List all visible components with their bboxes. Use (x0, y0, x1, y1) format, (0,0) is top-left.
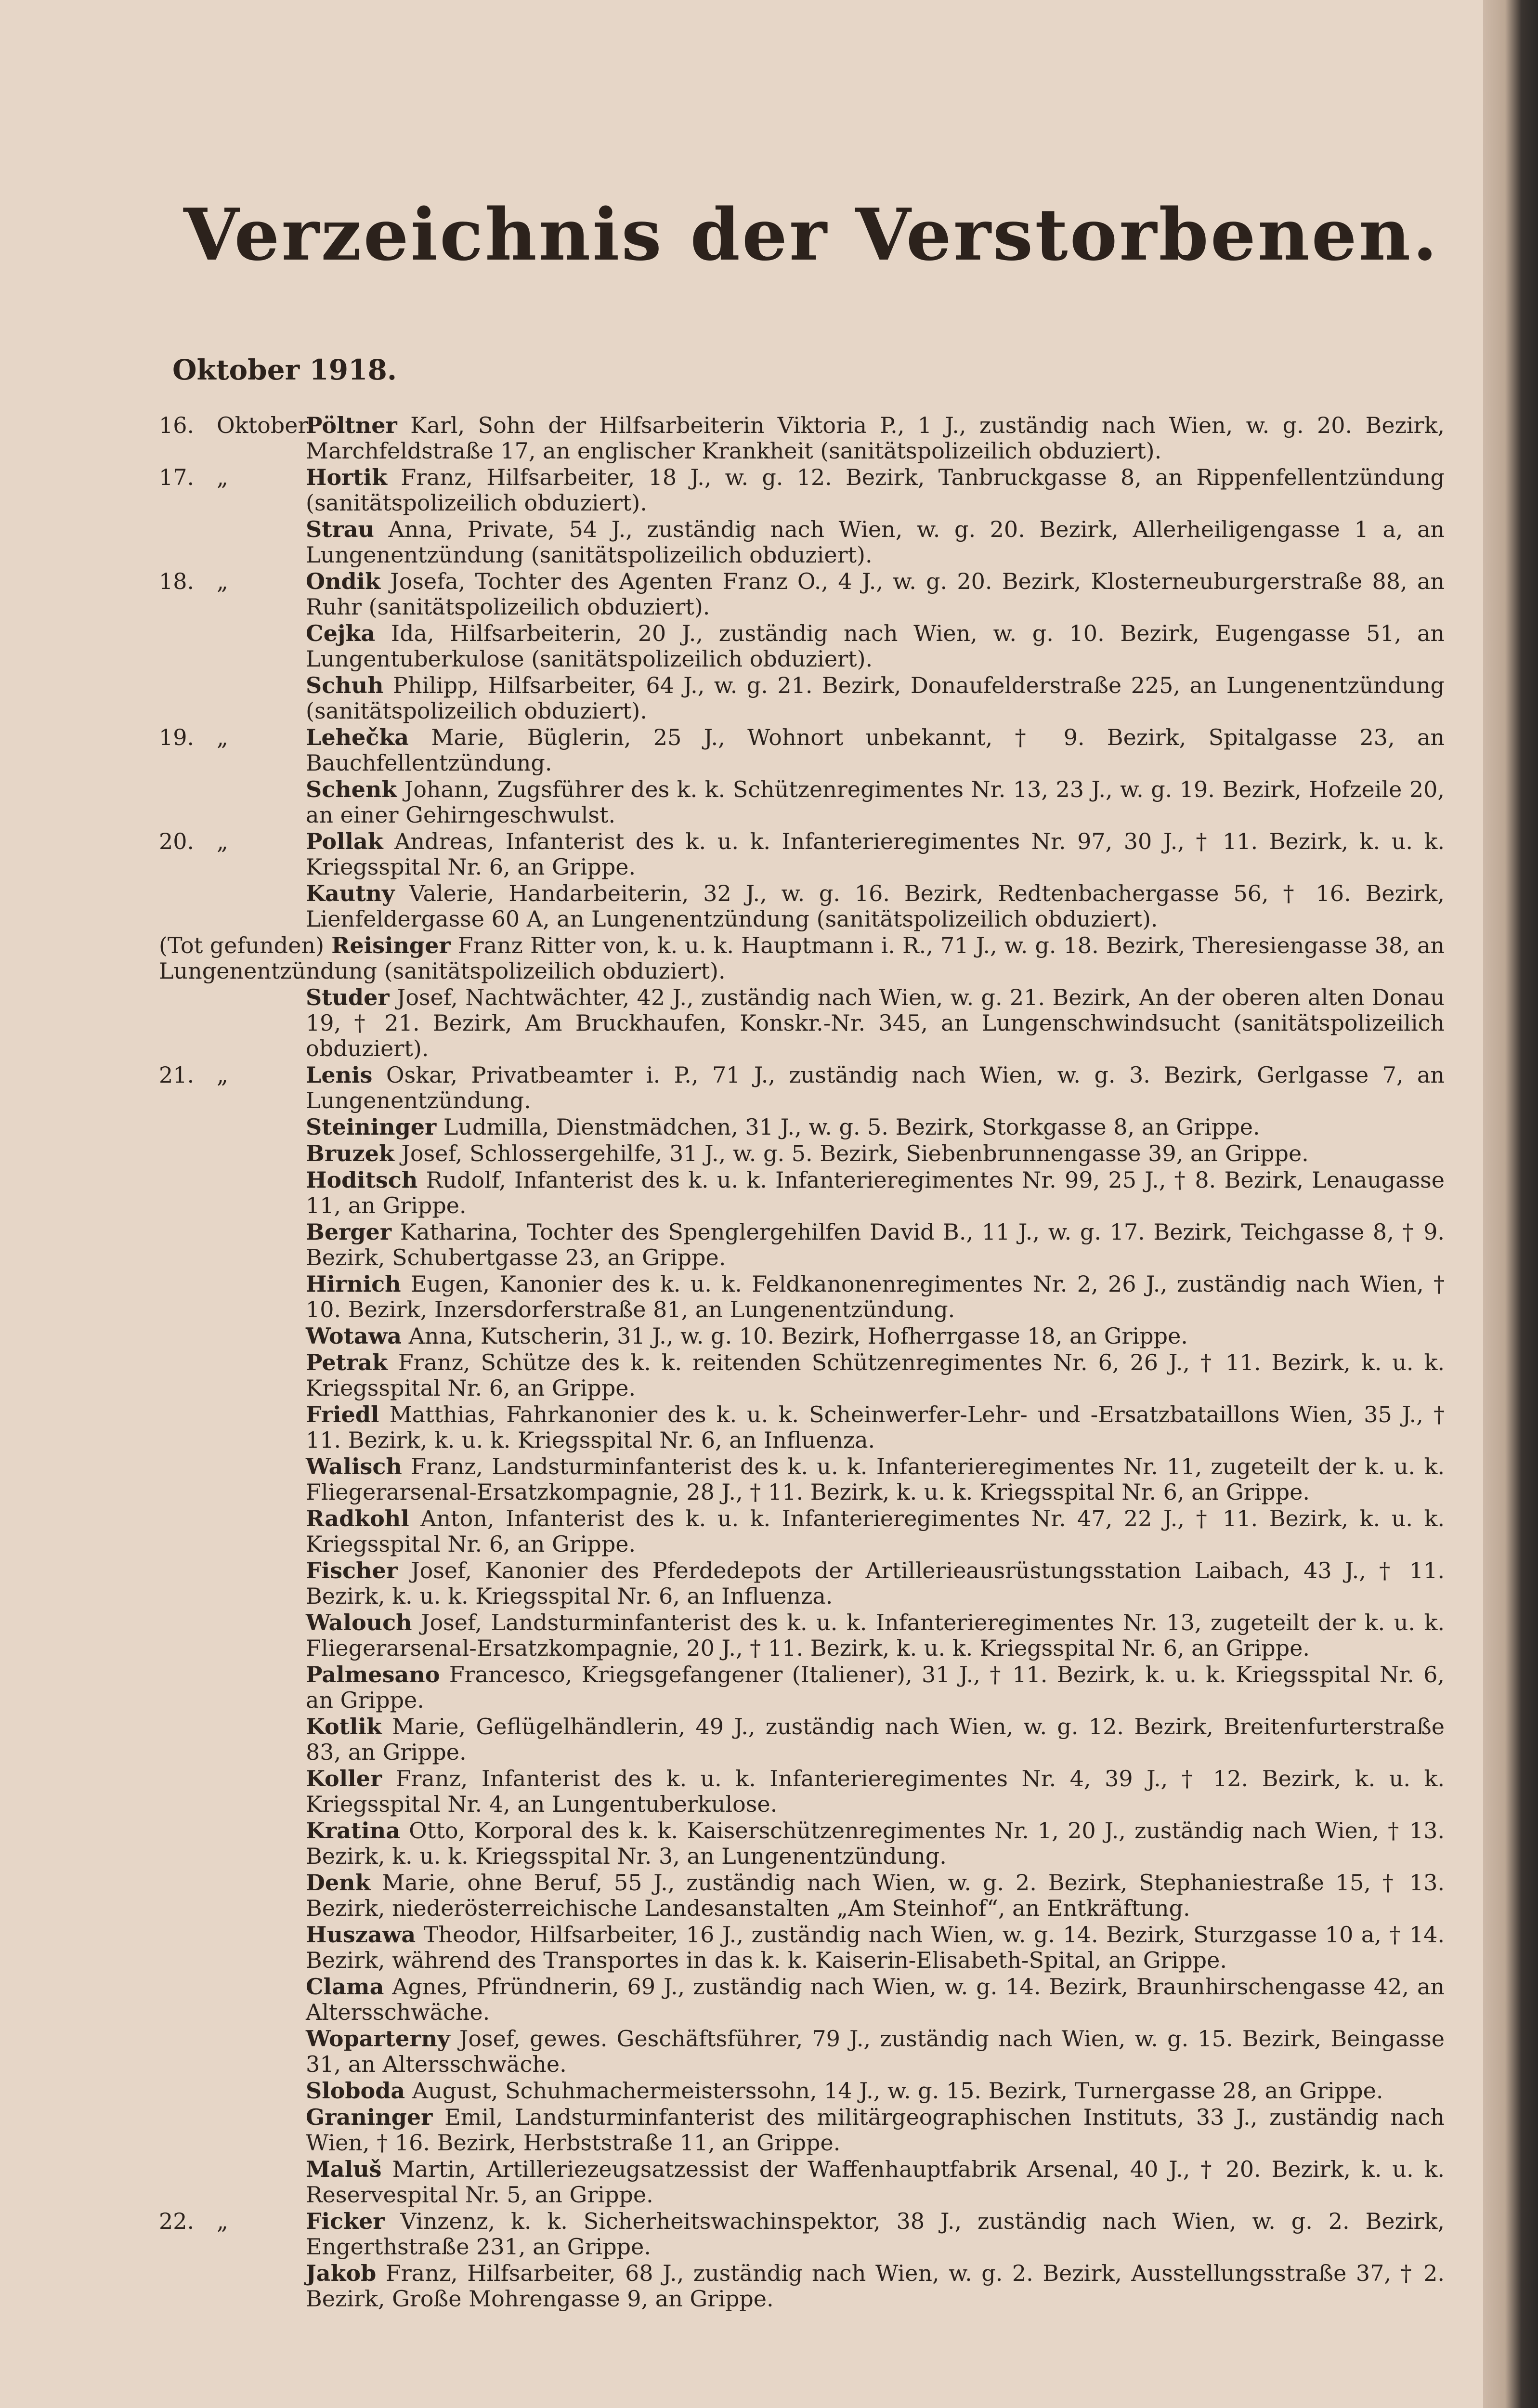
entry-name: Schenk (306, 776, 397, 802)
entry-name: Jakob (306, 2260, 377, 2286)
entry-month: „ (217, 2208, 228, 2234)
entry-month: Oktober (217, 412, 309, 438)
entry-date (159, 1974, 303, 2000)
entry-month: „ (217, 828, 228, 854)
entry-text: Rudolf, Infanterist des k. u. k. Infanterieregimentes Nr. 99, 25 J., † 8. Bezirk, Lenaugasse 11, an Grippe. (306, 1167, 1445, 1218)
entry-text: Anna, Private, 54 J., zuständig nach Wien, w. g. 20. Bezirk, Allerheiligengasse 1 a, an Lungenentzündung (sanitätspolizeilich obduziert). (306, 516, 1445, 568)
entry-text: Josef, gewes. Geschäftsführer, 79 J., zuständig nach Wien, w. g. 15. Bezirk, Beingasse 31, an Altersschwäche. (306, 2026, 1445, 2077)
entry-date (159, 1402, 303, 1427)
entry-month: „ (217, 568, 228, 594)
entry-text: Marie, ohne Beruf, 55 J., zuständig nach Wien, w. g. 2. Bezirk, Stephaniestraße 15, † 13. Bezirk, niederösterreichische Landesanstalten „Am Steinhof“, an Entkräftung. (306, 1870, 1445, 1921)
entry-text: Josef, Schlossergehilfe, 31 J., w. g. 5. Bezirk, Siebenbrunnengasse 39, an Grippe. (401, 1140, 1309, 1166)
entry-date (159, 569, 303, 594)
entry-name: Huszawa (306, 1922, 416, 1948)
entry-text: August, Schuhmachermeisterssohn, 14 J., w. g. 15. Bezirk, Turnergasse 28, an Grippe. (412, 2078, 1383, 2104)
entry-date (159, 881, 303, 906)
list-item (159, 1141, 1445, 1166)
entry-date (159, 1167, 303, 1193)
list-item (159, 1766, 1445, 1817)
list-item (159, 1922, 1445, 1973)
list-item (159, 413, 1445, 464)
entry-date (159, 985, 303, 1010)
entry-date (159, 1062, 303, 1088)
entry-name: Bruzek (306, 1140, 394, 1166)
entry-text: Francesco, Kriegsgefangener (Italiener), 31 J., † 11. Bezirk, k. u. k. Kriegsspital Nr. 6, an Grippe. (306, 1662, 1445, 1713)
entry-date (159, 621, 303, 646)
entry-text: Agnes, Pfründnerin, 69 J., zuständig nach Wien, w. g. 14. Bezirk, Braunhirschengasse 42, an Altersschwäche. (306, 1974, 1445, 2025)
entry-name: Pöltner (306, 412, 397, 438)
list-item (159, 933, 1445, 984)
entry-name: Graninger (306, 2104, 433, 2130)
list-item (159, 673, 1445, 724)
list-item (159, 1610, 1445, 1661)
entry-date (159, 517, 303, 542)
entry-date (159, 777, 303, 802)
entry-name: Palmesano (306, 1662, 440, 1688)
list-item (159, 1506, 1445, 1557)
list-item (159, 1558, 1445, 1609)
entry-text: Josefa, Tochter des Agenten Franz O., 4 J., w. g. 20. Bezirk, Klosterneuburgerstraße 88, an Ruhr (sanitätspolizeilich obduziert). (306, 568, 1445, 620)
entry-name: Fischer (306, 1557, 398, 1584)
list-item (159, 1114, 1445, 1140)
entry-name: Strau (306, 516, 374, 542)
entry-text: Franz, Hilfsarbeiter, 18 J., w. g. 12. Bezirk, Tanbruckgasse 8, an Rippenfellentzündung (sanitätspolizeilich obduziert). (306, 464, 1445, 516)
entry-date (159, 2261, 303, 2286)
entry-text: Theodor, Hilfsarbeiter, 16 J., zuständig nach Wien, w. g. 14. Bezirk, Sturzgasse 10 a, † 14. Bezirk, während des Transportes in das k. k. Kaiserin-Elisabeth-Spital, an Grippe. (306, 1922, 1445, 1973)
entry-note: (Tot gefunden) (159, 932, 325, 958)
entry-text: Katharina, Tochter des Spenglergehilfen David B., 11 J., w. g. 17. Bezirk, Teichgasse 8, † 9. Bezirk, Schubertgasse 23, an Grippe. (306, 1219, 1445, 1270)
page-edge (1483, 0, 1538, 2408)
entry-name: Hortik (306, 464, 387, 490)
entry-text: Martin, Artilleriezeugsatzessist der Waffenhauptfabrik Arsenal, 40 J., † 20. Bezirk, k. u. k. Reservespital Nr. 5, an Grippe. (306, 2156, 1445, 2208)
entry-text: Josef, Landsturminfanterist des k. u. k. Infanterieregimentes Nr. 13, zugeteilt der k. u. k. Fliegerarsenal-Ersatzkompagnie, 20 J., † 11. Bezirk, k. u. k. Kriegsspital Nr. 6, an Grippe. (306, 1610, 1445, 1661)
entry-day: 18. (159, 568, 195, 594)
entry-date (159, 465, 303, 490)
list-item (159, 1219, 1445, 1270)
entry-date (159, 1818, 303, 1844)
entry-date (159, 1219, 303, 1245)
entry-text: Matthias, Fahrkanonier des k. u. k. Scheinwerfer-Lehr- und -Ersatzbataillons Wien, 35 J., † 11. Bezirk, k. u. k. Kriegsspital Nr. 6, an Influenza. (306, 1401, 1445, 1453)
entry-date (159, 1271, 303, 1297)
entry-name: Ficker (306, 2208, 385, 2234)
entry-text: Anton, Infanterist des k. u. k. Infanterieregimentes Nr. 47, 22 J., † 11. Bezirk, k. u. k. Kriegsspital Nr. 6, an Grippe. (306, 1505, 1445, 1557)
entry-text: Vinzenz, k. k. Sicherheitswachinspektor, 38 J., zuständig nach Wien, w. g. 2. Bezirk, Engerthstraße 231, an Grippe. (306, 2208, 1445, 2260)
entry-name: Radkohl (306, 1505, 409, 1531)
entry-text: Franz, Hilfsarbeiter, 68 J., zuständig nach Wien, w. g. 2. Bezirk, Ausstellungsstraße 37, † 2. Bezirk, Große Mohrengasse 9, an Grippe. (306, 2260, 1445, 2312)
entry-month: „ (217, 724, 228, 750)
entry-name: Cejka (306, 620, 376, 646)
entry-text: Andreas, Infanterist des k. u. k. Infanterieregimentes Nr. 97, 30 J., † 11. Bezirk, k. u. k. Kriegsspital Nr. 6, an Grippe. (306, 828, 1445, 880)
entry-name: Walouch (306, 1610, 412, 1636)
entry-name: Wotawa (306, 1323, 402, 1349)
list-item (159, 2105, 1445, 2156)
list-item (159, 881, 1445, 932)
entry-date (159, 1870, 303, 1896)
entry-date (159, 725, 303, 750)
list-item (159, 1323, 1445, 1349)
entry-date (159, 1714, 303, 1740)
list-item (159, 1662, 1445, 1713)
entry-day: 16. (159, 412, 195, 438)
entry-text: Valerie, Handarbeiterin, 32 J., w. g. 16. Bezirk, Redtenbachergasse 56, † 16. Bezirk, Lienfeldergasse 60 A, an Lungenentzündung (sanitätspolizeilich obduziert). (306, 880, 1445, 932)
list-item (159, 517, 1445, 568)
list-item (159, 725, 1445, 776)
entry-name: Hirnich (306, 1271, 401, 1297)
entry-text: Josef, Nachtwächter, 42 J., zuständig nach Wien, w. g. 21. Bezirk, An der oberen alten Donau 19, † 21. Bezirk, Am Bruckhaufen, Konskr.-Nr. 345, an Lungenschwindsucht (sanitätspolizeilich obduziert). (306, 984, 1445, 1061)
entry-name: Maluš (306, 2156, 382, 2182)
list-item (159, 1167, 1445, 1218)
entry-date (159, 829, 303, 854)
entry-date (159, 1350, 303, 1375)
entry-name: Lenis (306, 1062, 373, 1088)
list-item (159, 2209, 1445, 2260)
entry-date (159, 2209, 303, 2234)
entry-day: 22. (159, 2208, 195, 2234)
list-item (159, 985, 1445, 1061)
list-item (159, 2157, 1445, 2208)
entry-name: Schuh (306, 672, 384, 698)
list-item (159, 1350, 1445, 1401)
entry-text: Johann, Zugsführer des k. k. Schützenregimentes Nr. 13, 23 J., w. g. 19. Bezirk, Hofzeile 20, an einer Gehirngeschwulst. (306, 776, 1445, 828)
entry-name: Pollak (306, 828, 383, 854)
entry-name: Koller (306, 1766, 382, 1792)
entry-name: Studer (306, 984, 390, 1010)
entry-text: Marie, Geflügelhändlerin, 49 J., zuständig nach Wien, w. g. 12. Bezirk, Breitenfurterstraße 83, an Grippe. (306, 1714, 1445, 1765)
entry-date (159, 1922, 303, 1948)
entry-date (159, 1454, 303, 1479)
entry-name: Kautny (306, 880, 395, 906)
entry-name: Sloboda (306, 2078, 405, 2104)
entry-text: Oskar, Privatbeamter i. P., 71 J., zuständig nach Wien, w. g. 3. Bezirk, Gerlgasse 7, an Lungenentzündung. (306, 1062, 1445, 1113)
list-item (159, 1402, 1445, 1453)
entry-text: Franz, Schütze des k. k. reitenden Schützenregimentes Nr. 6, 26 J., † 11. Bezirk, k. u. k. Kriegsspital Nr. 6, an Grippe. (306, 1349, 1445, 1401)
entry-name: Denk (306, 1870, 371, 1896)
entry-name: Walisch (306, 1453, 402, 1479)
entry-date (159, 2026, 303, 2052)
entry-text: Franz, Infanterist des k. u. k. Infanterieregimentes Nr. 4, 39 J., † 12. Bezirk, k. u. k. Kriegsspital Nr. 4, an Lungentuberkulose. (306, 1766, 1445, 1817)
list-item (159, 2026, 1445, 2077)
list-item (159, 1870, 1445, 1921)
entry-name: Kratina (306, 1818, 400, 1844)
entry-date (159, 2105, 303, 2130)
entry-text: Karl, Sohn der Hilfsarbeiterin Viktoria P., 1 J., zuständig nach Wien, w. g. 20. Bezirk, Marchfeldstraße 17, an englischer Krankheit (sanitätspolizeilich obduziert). (306, 412, 1445, 464)
entry-date (159, 1610, 303, 1636)
entry-day: 20. (159, 828, 195, 854)
entry-text: Eugen, Kanonier des k. u. k. Feldkanonenregimentes Nr. 2, 26 J., zuständig nach Wien, † 10. Bezirk, Inzersdorferstraße 81, an Lungenentzündung. (306, 1271, 1445, 1322)
list-item (159, 829, 1445, 880)
entry-name: Steininger (306, 1114, 437, 1140)
entry-name: Lehečka (306, 724, 409, 750)
entry-date (159, 1506, 303, 1531)
entry-text: Marie, Büglerin, 25 J., Wohnort unbekannt, † 9. Bezirk, Spitalgasse 23, an Bauchfellentzündung. (306, 724, 1445, 776)
entry-name: Clama (306, 1974, 384, 2000)
entry-day: 21. (159, 1062, 195, 1088)
entry-date (159, 1662, 303, 1688)
entry-date (159, 1114, 303, 1140)
entry-date (159, 1766, 303, 1792)
list-item (159, 777, 1445, 828)
entry-date (159, 1141, 303, 1166)
entry-date (159, 2078, 303, 2104)
list-item (159, 1818, 1445, 1869)
entry-text: Anna, Kutscherin, 31 J., w. g. 10. Bezirk, Hofherrgasse 18, an Grippe. (408, 1323, 1188, 1349)
entry-text: Franz, Landsturminfanterist des k. u. k. Infanterieregimentes Nr. 11, zugeteilt der k. u. k. Fliegerarsenal-Ersatzkompagnie, 28 J., † 11. Bezirk, k. u. k. Kriegsspital Nr. 6, an Grippe. (306, 1453, 1445, 1505)
entry-name: Hoditsch (306, 1167, 418, 1193)
entry-month: „ (217, 1062, 228, 1088)
entry-date (159, 673, 303, 698)
entry-text: Otto, Korporal des k. k. Kaiserschützenregimentes Nr. 1, 20 J., zuständig nach Wien, † 13. Bezirk, k. u. k. Kriegsspital Nr. 3, an Lungenentzündung. (306, 1818, 1445, 1869)
entry-list (159, 413, 1464, 2312)
entry-date (159, 1558, 303, 1584)
entry-text: Josef, Kanonier des Pferdedepots der Artillerieausrüstungsstation Laibach, 43 J., † 11. Bezirk, k. u. k. Kriegsspital Nr. 6, an Influenza. (306, 1557, 1445, 1609)
entry-name: Kotlik (306, 1714, 382, 1740)
entry-date (159, 2157, 303, 2182)
entry-day: 19. (159, 724, 195, 750)
list-item (159, 1714, 1445, 1765)
list-item (159, 621, 1445, 672)
entry-month: „ (217, 464, 228, 490)
entry-text: Emil, Landsturminfanterist des militärgeographischen Instituts, 33 J., zuständig nach Wien, † 16. Bezirk, Herbststraße 11, an Grippe. (306, 2104, 1445, 2156)
entry-text: Ida, Hilfsarbeiterin, 20 J., zuständig nach Wien, w. g. 10. Bezirk, Eugengasse 51, an Lungentuberkulose (sanitätspolizeilich obduziert). (306, 620, 1445, 672)
entry-name: Petrak (306, 1349, 388, 1375)
entry-name: Reisinger (331, 932, 451, 958)
entry-name: Berger (306, 1219, 392, 1245)
list-item (159, 1974, 1445, 2025)
entry-name: Woparterny (306, 2026, 450, 2052)
entry-name: Friedl (306, 1401, 379, 1427)
entry-date (159, 412, 309, 438)
list-item (159, 2078, 1445, 2104)
list-item (159, 569, 1445, 620)
month-heading: Oktober 1918. (172, 353, 397, 386)
entry-day: 17. (159, 464, 195, 490)
list-item (159, 1454, 1445, 1505)
list-item (159, 465, 1445, 516)
page-title: Verzeichnis der Verstorbenen. (183, 193, 1439, 276)
entry-text: Philipp, Hilfsarbeiter, 64 J., w. g. 21. Bezirk, Donaufelderstraße 225, an Lungenentzündung (sanitätspolizeilich obduziert). (306, 672, 1445, 724)
list-item (159, 2261, 1445, 2312)
list-item (159, 1062, 1445, 1113)
entry-date (159, 1323, 303, 1349)
entry-name: Ondik (306, 568, 381, 594)
entry-text: Ludmilla, Dienstmädchen, 31 J., w. g. 5. Bezirk, Storkgasse 8, an Grippe. (443, 1114, 1260, 1140)
entry-text: Franz Ritter von, k. u. k. Hauptmann i. R., 71 J., w. g. 18. Bezirk, Theresiengasse 38, an Lungenentzündung (sanitätspolizeilich obduziert). (159, 932, 1445, 984)
list-item (159, 1271, 1445, 1322)
